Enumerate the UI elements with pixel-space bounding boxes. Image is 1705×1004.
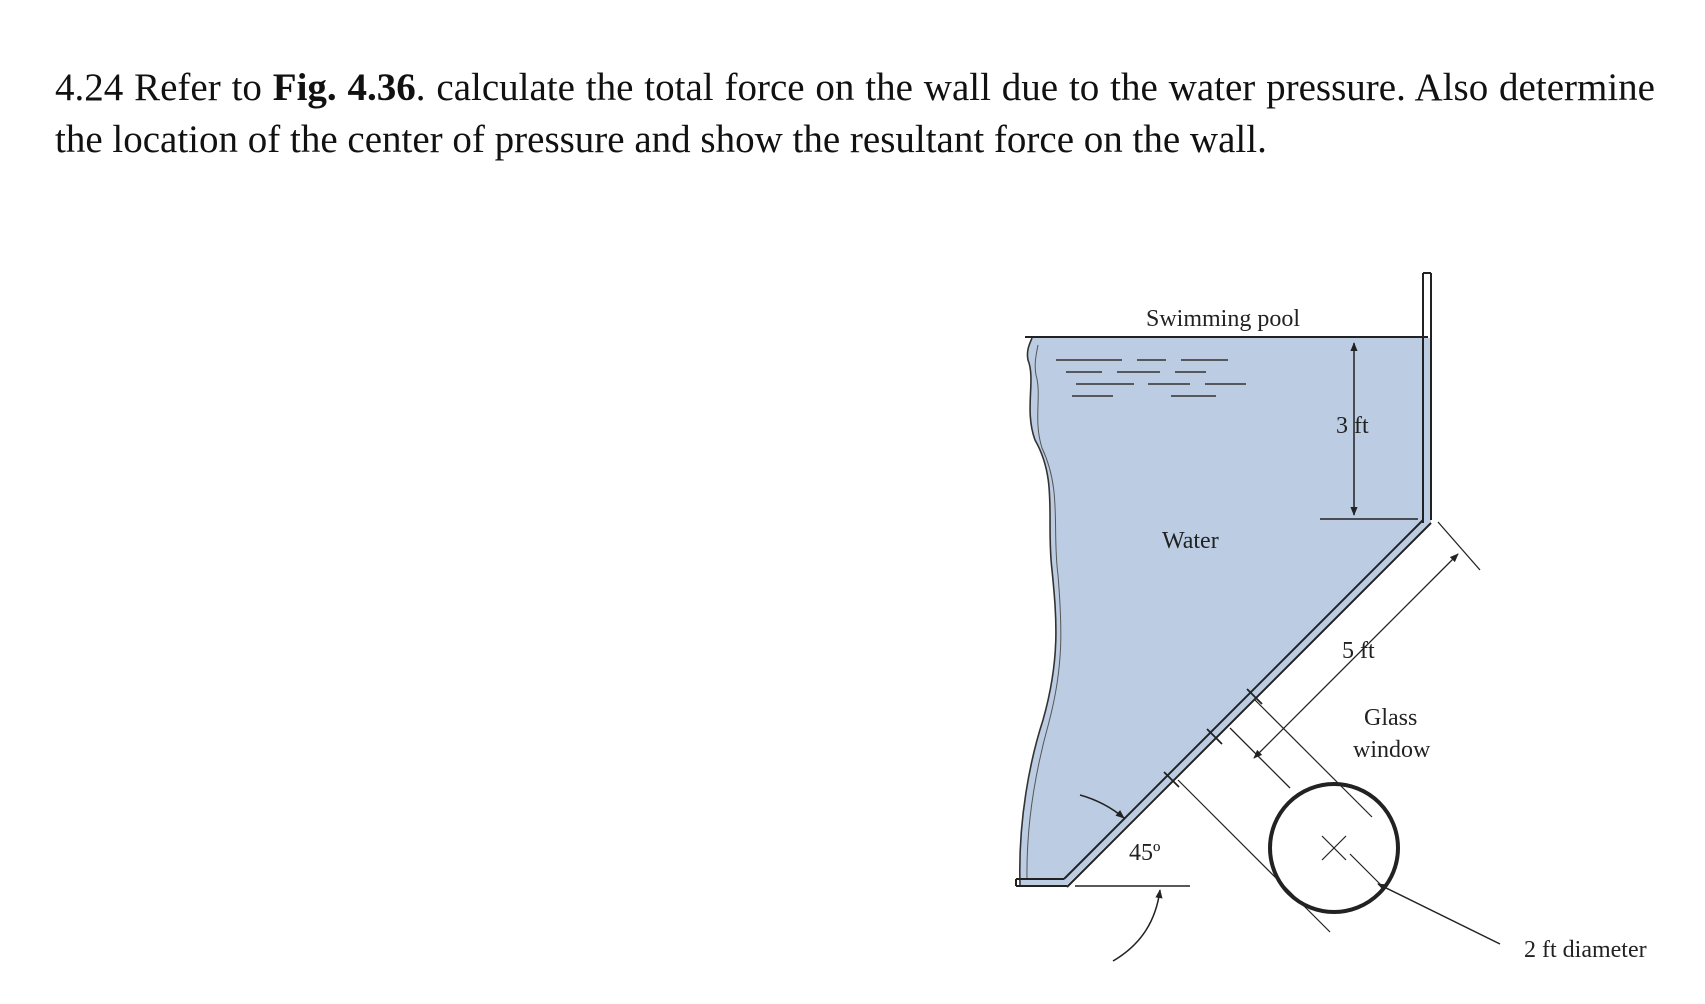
depth-label: 3 ft <box>1336 413 1369 439</box>
problem-text-before: Refer to <box>123 66 273 109</box>
diameter-label: 2 ft diameter <box>1524 937 1647 963</box>
problem-text-after: . calculate the total force on the wall due to the water pressure. Also determine the location of the center of pressure and show the resultant force on the wall. <box>55 66 1655 161</box>
window-center-cross <box>1322 836 1346 860</box>
angle-label: 45º <box>1129 840 1161 866</box>
angle-arrow-lower <box>1113 890 1160 961</box>
problem-number: 4.24 <box>55 66 124 109</box>
slant-length-label: 5 ft <box>1342 638 1375 664</box>
water-label: Water <box>1162 528 1219 554</box>
window-label-line2: window <box>1353 737 1431 763</box>
diameter-leader <box>1378 884 1500 944</box>
figure-reference: Fig. 4.36 <box>272 66 416 109</box>
pool-label: Swimming pool <box>1146 306 1301 332</box>
window-label-line1: Glass <box>1364 705 1418 731</box>
water-region <box>1020 338 1431 885</box>
